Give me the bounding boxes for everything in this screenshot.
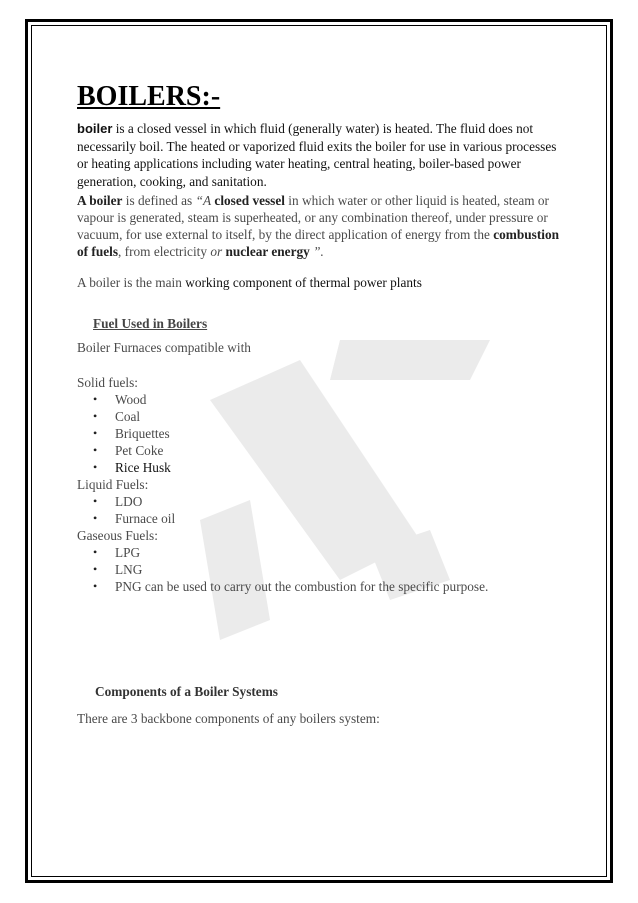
list-item: • PNG can be used to carry out the combustion for the specific purpose. bbox=[77, 578, 567, 595]
list-item: • Coal bbox=[77, 408, 567, 425]
list-item: • Briquettes bbox=[77, 425, 567, 442]
intro-paragraph bbox=[77, 120, 567, 190]
main-component-paragraph bbox=[77, 274, 567, 291]
main-component-prefix: A boiler is the main bbox=[77, 275, 186, 290]
page-title: BOILERS:- bbox=[77, 81, 221, 112]
term-combustion: combustion of fuels bbox=[77, 227, 560, 259]
term-nuclear-energy: nuclear energy bbox=[222, 244, 310, 259]
list-item: • Wood bbox=[77, 391, 567, 408]
list-item: • Rice Husk bbox=[77, 459, 567, 476]
list-item: • LNG bbox=[77, 561, 567, 578]
liquid-fuels-label: Liquid Fuels: bbox=[77, 477, 149, 492]
gaseous-fuels-label: Gaseous Fuels: bbox=[77, 528, 158, 543]
definition-text: , from electricity bbox=[118, 244, 211, 259]
list-item: • Furnace oil bbox=[77, 510, 567, 527]
quote-close: ”. bbox=[309, 244, 324, 259]
definition-text: in which water or other liquid is heated, steam or vapour is generated, steam is superheated, or any combination thereof, under pressure or vacuum, for use external to itself, by the direct application of energy from the bbox=[77, 193, 549, 242]
definition-text: is defined as bbox=[122, 193, 196, 208]
gaseous-fuels-list bbox=[77, 544, 567, 595]
solid-fuels-label: Solid fuels: bbox=[77, 375, 138, 390]
list-item: • Pet Coke bbox=[77, 442, 567, 459]
or-word: or bbox=[210, 244, 223, 259]
backbone-text: There are 3 backbone components of any boilers system: bbox=[77, 711, 380, 726]
document-body bbox=[77, 80, 567, 727]
main-component-highlight: working component of thermal power plants bbox=[185, 275, 422, 290]
quote-open: “A bbox=[195, 193, 212, 208]
term-closed-vessel: closed vessel bbox=[211, 193, 285, 208]
definition-paragraph bbox=[77, 192, 567, 260]
list-item: • LPG bbox=[77, 544, 567, 561]
fuel-heading: Fuel Used in Boilers bbox=[93, 316, 208, 331]
intro-text: is a closed vessel in which fluid (generally water) is heated. The fluid does not necessarily boil. The heated or vaporized fluid exits the boiler for use in various processes or heating applications including water heating, central heating, boiler-based power generation, cooking, and sanitation. bbox=[77, 121, 557, 189]
intro-lead: boiler bbox=[77, 121, 113, 136]
list-item: • LDO bbox=[77, 493, 567, 510]
definition-lead: A boiler bbox=[77, 193, 123, 208]
compat-text: Boiler Furnaces compatible with bbox=[77, 340, 251, 355]
components-heading: Components of a Boiler Systems bbox=[95, 684, 278, 699]
liquid-fuels-list bbox=[77, 493, 567, 527]
solid-fuels-list bbox=[77, 391, 567, 476]
